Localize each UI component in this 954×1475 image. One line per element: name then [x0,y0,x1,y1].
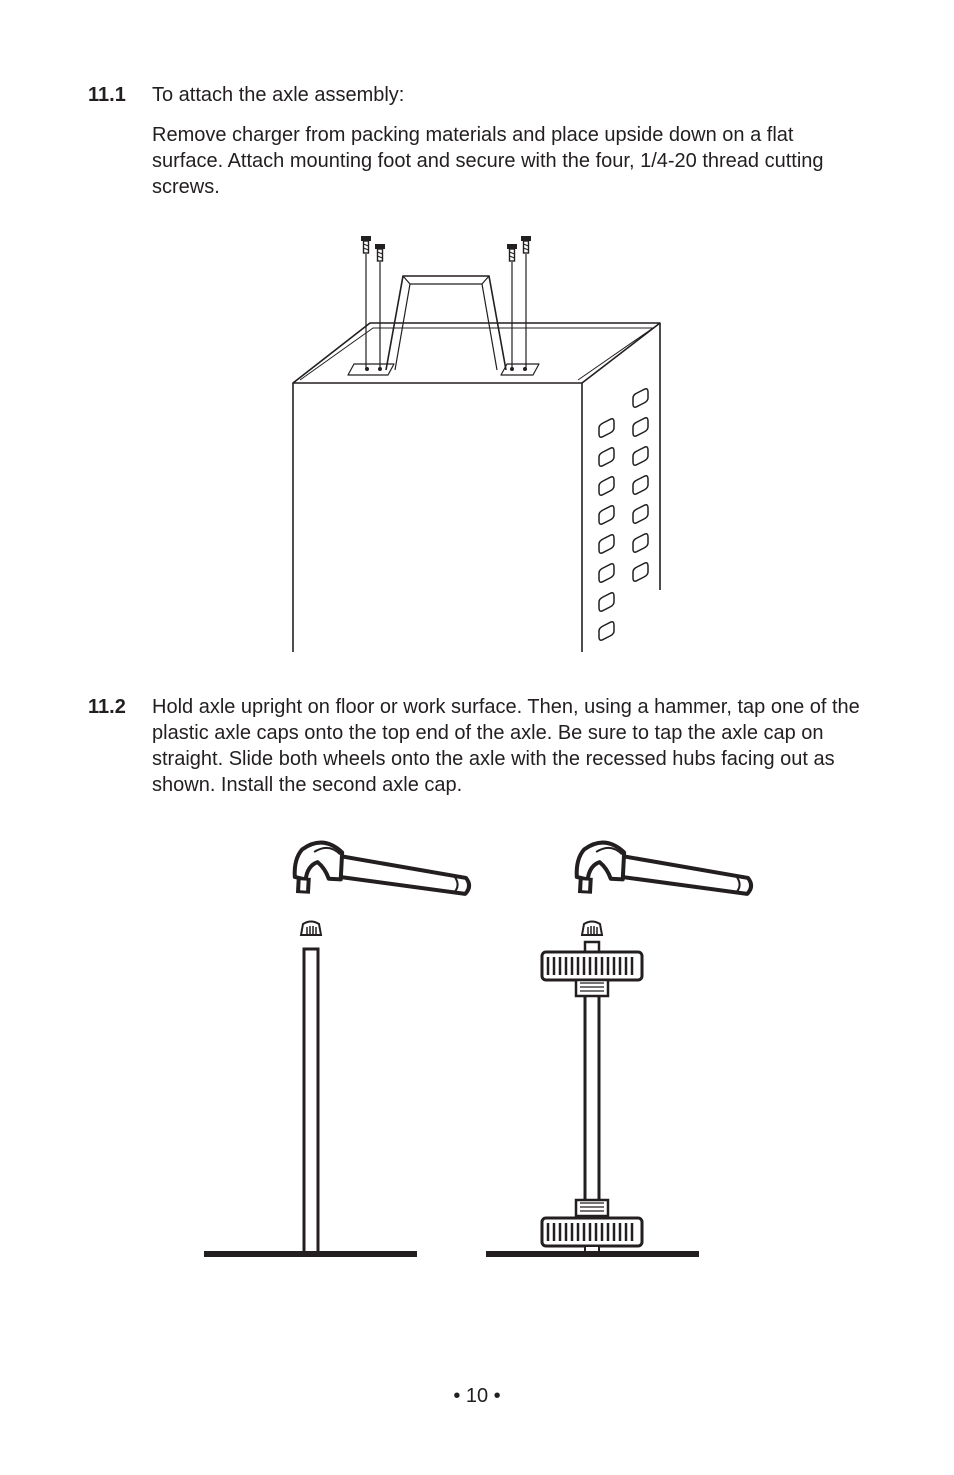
screw-icon [375,244,385,261]
screw-icon [361,236,371,253]
step-number-11-2: 11.2 [88,696,126,718]
step-number-11-1: 11.1 [88,84,126,106]
screw-icon [507,244,517,261]
vent-slots [599,389,648,640]
axle-hammer-illustration [195,825,715,1265]
hammer-icon [294,841,471,902]
charger-mounting-foot-illustration [285,230,670,660]
page-number: • 10 • [453,1385,501,1407]
axle-cap-icon [301,922,321,936]
axle-cap-icon [582,922,602,936]
step-intro: To attach the axle assembly: [152,84,405,106]
axle-rod [304,949,318,1253]
step-instructions: Remove charger from packing materials and place upside down on a flat surface. Attach mounting foot and secure with the four, 1/4-20 thread cutting screws. [152,124,824,198]
step-instructions: Hold axle upright on floor or work surface. Then, using a hammer, tap one of the plastic axle caps onto the top end of the axle. Be sure to tap the axle cap on straight. Slide both wheels onto the axle with the recessed hubs facing out as shown. Install the second axle cap. [152,696,860,796]
hammer-icon [576,841,753,902]
step-text-11-1 [152,82,867,200]
screw-icon [521,236,531,253]
wheel-icon [542,1200,642,1254]
wheel-icon [542,952,642,996]
axle-rod [585,990,599,1202]
step-text-11-2 [152,694,867,798]
